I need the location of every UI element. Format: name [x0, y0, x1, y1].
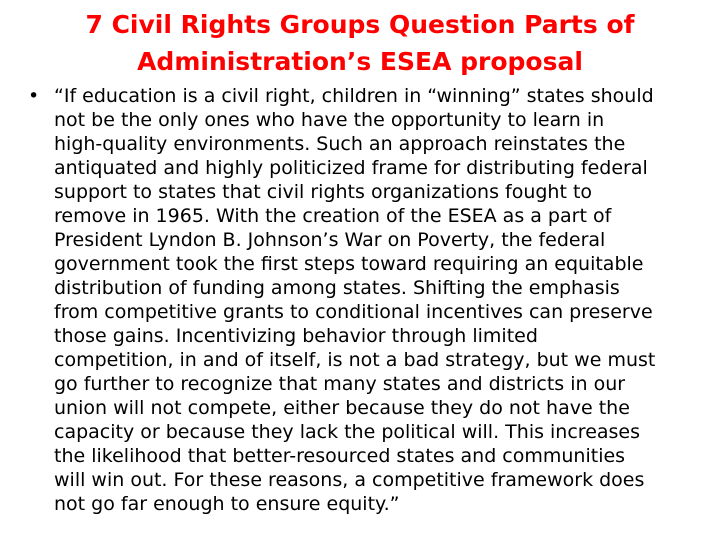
bullet-list — [28, 84, 700, 516]
quote-line: not go far enough to ensure equity.” — [54, 493, 400, 515]
quote-line: distribution of funding among states. Shifting the emphasis — [54, 277, 620, 299]
bullet-item-quote — [28, 84, 700, 516]
quote-line: competition, in and of itself, is not a bad strategy, but we must — [54, 349, 656, 371]
quote-line: the likelihood that better-resourced states and communities — [54, 445, 626, 467]
quote-line: not be the only ones who have the opportunity to learn in — [54, 109, 605, 131]
quote-line: remove in 1965. With the creation of the ESEA as a part of — [54, 205, 612, 227]
quote-line: go further to recognize that many states and districts in our — [54, 373, 626, 395]
quote-line: capacity or because they lack the political will. This increases — [54, 421, 641, 443]
quote-line: President Lyndon B. Johnson’s War on Poverty, the federal — [54, 229, 606, 251]
bullet-icon: • — [28, 85, 40, 107]
quote-line: will win out. For these reasons, a competitive framework does — [54, 469, 645, 491]
title-line: 7 Civil Rights Groups Question Parts of — [85, 10, 635, 39]
quote-line: government took the first steps toward requiring an equitable — [54, 253, 644, 275]
quote-line: support to states that civil rights organizations fought to — [54, 181, 593, 203]
quote-line: those gains. Incentivizing behavior through limited — [54, 325, 538, 347]
quote-line: antiquated and highly politicized frame for distributing federal — [54, 157, 648, 179]
slide-title — [20, 6, 700, 80]
quote-line: high-quality environments. Such an approach reinstates the — [54, 133, 626, 155]
title-line: Administration’s ESEA proposal — [137, 47, 583, 76]
quote-line: from competitive grants to conditional incentives can preserve — [54, 301, 653, 323]
quote-line: “If education is a civil right, children in “winning” states should — [54, 85, 654, 107]
quote-line: union will not compete, either because they do not have the — [54, 397, 630, 419]
